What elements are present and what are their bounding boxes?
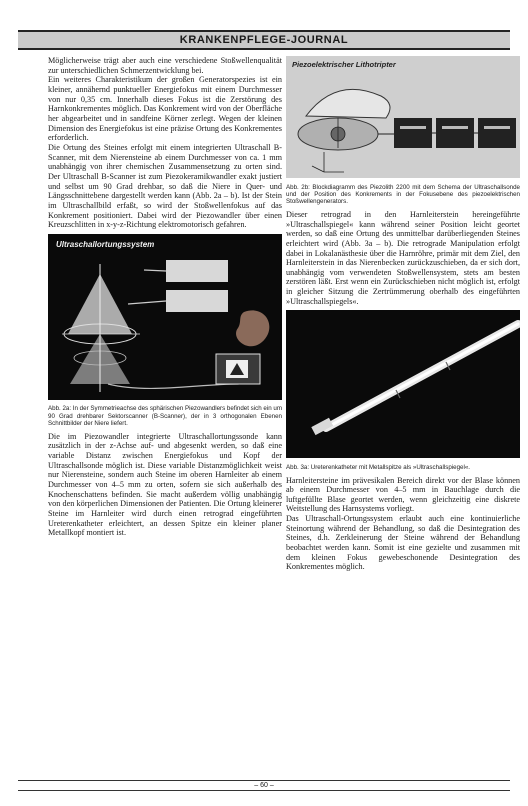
lithotripter-block-diagram	[286, 56, 520, 178]
figure-ureter-catheter	[286, 310, 520, 471]
paragraph: Die Ortung des Steines erfolgt mit einem integrierten Ultraschall B-Scanner, mit dem Nierensteine ab einem Durchmesser von ca. 1 mm unabhängig von ihrer chemischen Zusammensetzung zu orten sind. Der Ultraschall B-Scanner ist zum Piezokeramikwandler exakt justiert und selbst um 90 Grad drehbar, so daß die Niere in Quer- und Längsschnittebene dargestellt werden kann (Abb. 2a – b). Ist der Stein im Ultraschallbild erfaßt, so wird der Stoßwellenfokus auf das Konkrement positioniert. Dabei wird der Piezowandler über einen Kreuzschlitten in x-y-z-Richtung elektromotorisch gefahren.	[48, 142, 282, 230]
figure-title: Piezoelektrischer Lithotripter	[292, 60, 396, 69]
figure-title: Ultraschallortungssystem	[56, 239, 155, 249]
figure-caption: Abb. 2a: In der Symmetrieachse des sphärischen Piezowandlers befindet sich ein um 90 Grad drehbarer Sektorscanner (B-Scanner), der in 3 orthogonalen Ebenen Schnittbilder der Niere liefert.	[48, 405, 282, 428]
figure-lithotripter-diagram	[286, 56, 520, 206]
page-number: – 60 –	[18, 780, 510, 791]
paragraph: Das Ultraschall-Ortungssystem erlaubt auch eine kontinuierliche Steinortung während der Behandlung, so daß die Desintegration des Steines, d.h. Zerkleinerung der Steine während der Behandlung beobachtet werden kann. Somit ist eine gezielte und zusammen mit dem kleinen Fokus gewebeschonende Desintegration des Konkrementes möglich.	[286, 514, 520, 572]
paragraph: Harnleitersteine im prävesikalen Bereich direkt vor der Blase können ab einem Durchmesser von 4–5 mm in Bauchlage durch die luftgefüllte Blase geortet werden, wenn gleichzeitig eine diskrete Weitstellung des Harnsystems vorliegt.	[286, 475, 520, 514]
right-column	[286, 56, 520, 572]
ureter-catheter-photo	[286, 310, 520, 458]
figure-ultrasound-system	[48, 234, 282, 428]
ultrasound-system-illustration	[48, 234, 282, 400]
journal-header: KRANKENPFLEGE-JOURNAL	[18, 30, 510, 50]
figure-caption: Abb. 2b: Blockdiagramm des Piezolith 2200 mit dem Schema der Ultraschallsonde und der Position des Konkrements in der Fokusebene des piezoelektrischen Stoßwellengenerators.	[286, 183, 520, 206]
paragraph: Dieser retrograd in den Harnleiterstein hereingeführte »Ultraschallspiegel« kann während seiner Position leicht geortet werden, so daß eine Ortung des unmittelbar darüberliegenden Steines erleichtert wird (Abb. 3a – b). Die retrograde Manipulation erfolgt dabei in Lokalanästhesie über die Harnröhre, primär mit dem Ziel, den Harnleiterstein in das Nierenbecken zurückzuschieben, da er sich dort, unabhängig vom verwendeten Stoßwellensystem, stets am besten zerstören läßt. Erst wenn ein Zurückschieben nicht möglich ist, erfolgt in gleicher Sitzung die Zertrümmerung oberhalb des eingeführten »Ultraschallspiegels«.	[286, 209, 520, 306]
paragraph: Die im Piezowandler integrierte Ultraschallortungssonde kann zusätzlich in der z-Achse auf- und abgesenkt werden, so daß eine variable Distanz zwischen Energiefokus und Kopf der Ultraschallsonde möglich ist. Diese variable Distanzmöglichkeit weist nur Nierensteine, sondern auch Steine im oberen Harnleiter ab einem Durchmesser von 4–5 mm zu orten, sofern sie sich außerhalb des Knochenschattens befinden. Sie macht außerdem völlig unabhängig von den körperlichen Dimensionen der Patienten. Die Ortung kleinerer Steine im Harnleiter wird durch einen retrograd eingeführten Ureterenkatheter erleichtert, an dessen Spitze ein kleiner planer Metallkopf montiert ist.	[48, 431, 282, 538]
figure-caption: Abb. 3a: Ureterenkatheter mit Metallspitze als »Ultraschallspiegel«.	[286, 464, 470, 472]
paragraph: Möglicherweise trägt aber auch eine verschiedene Stoßwellenqualität zur unterschiedlichen Schmerzentwicklung bei.	[48, 56, 282, 75]
left-column	[48, 56, 282, 538]
paragraph: Ein weiteres Charakteristikum der großen Generatorspezies ist ein kleiner, annähernd punktueller Energiefokus mit einem Durchmesser von nur 0,35 cm. Innerhalb dieses Fokus ist die Zerstörung des Harnkonkrementes möglich. Das Konkrement wird von der Oberfläche her abgearbeitet und in sandfeine Körner zerlegt. Wegen der kleinen Dimension des Energiefokus ist eine präzise Ortung des Konkrementes erforderlich.	[48, 75, 282, 143]
